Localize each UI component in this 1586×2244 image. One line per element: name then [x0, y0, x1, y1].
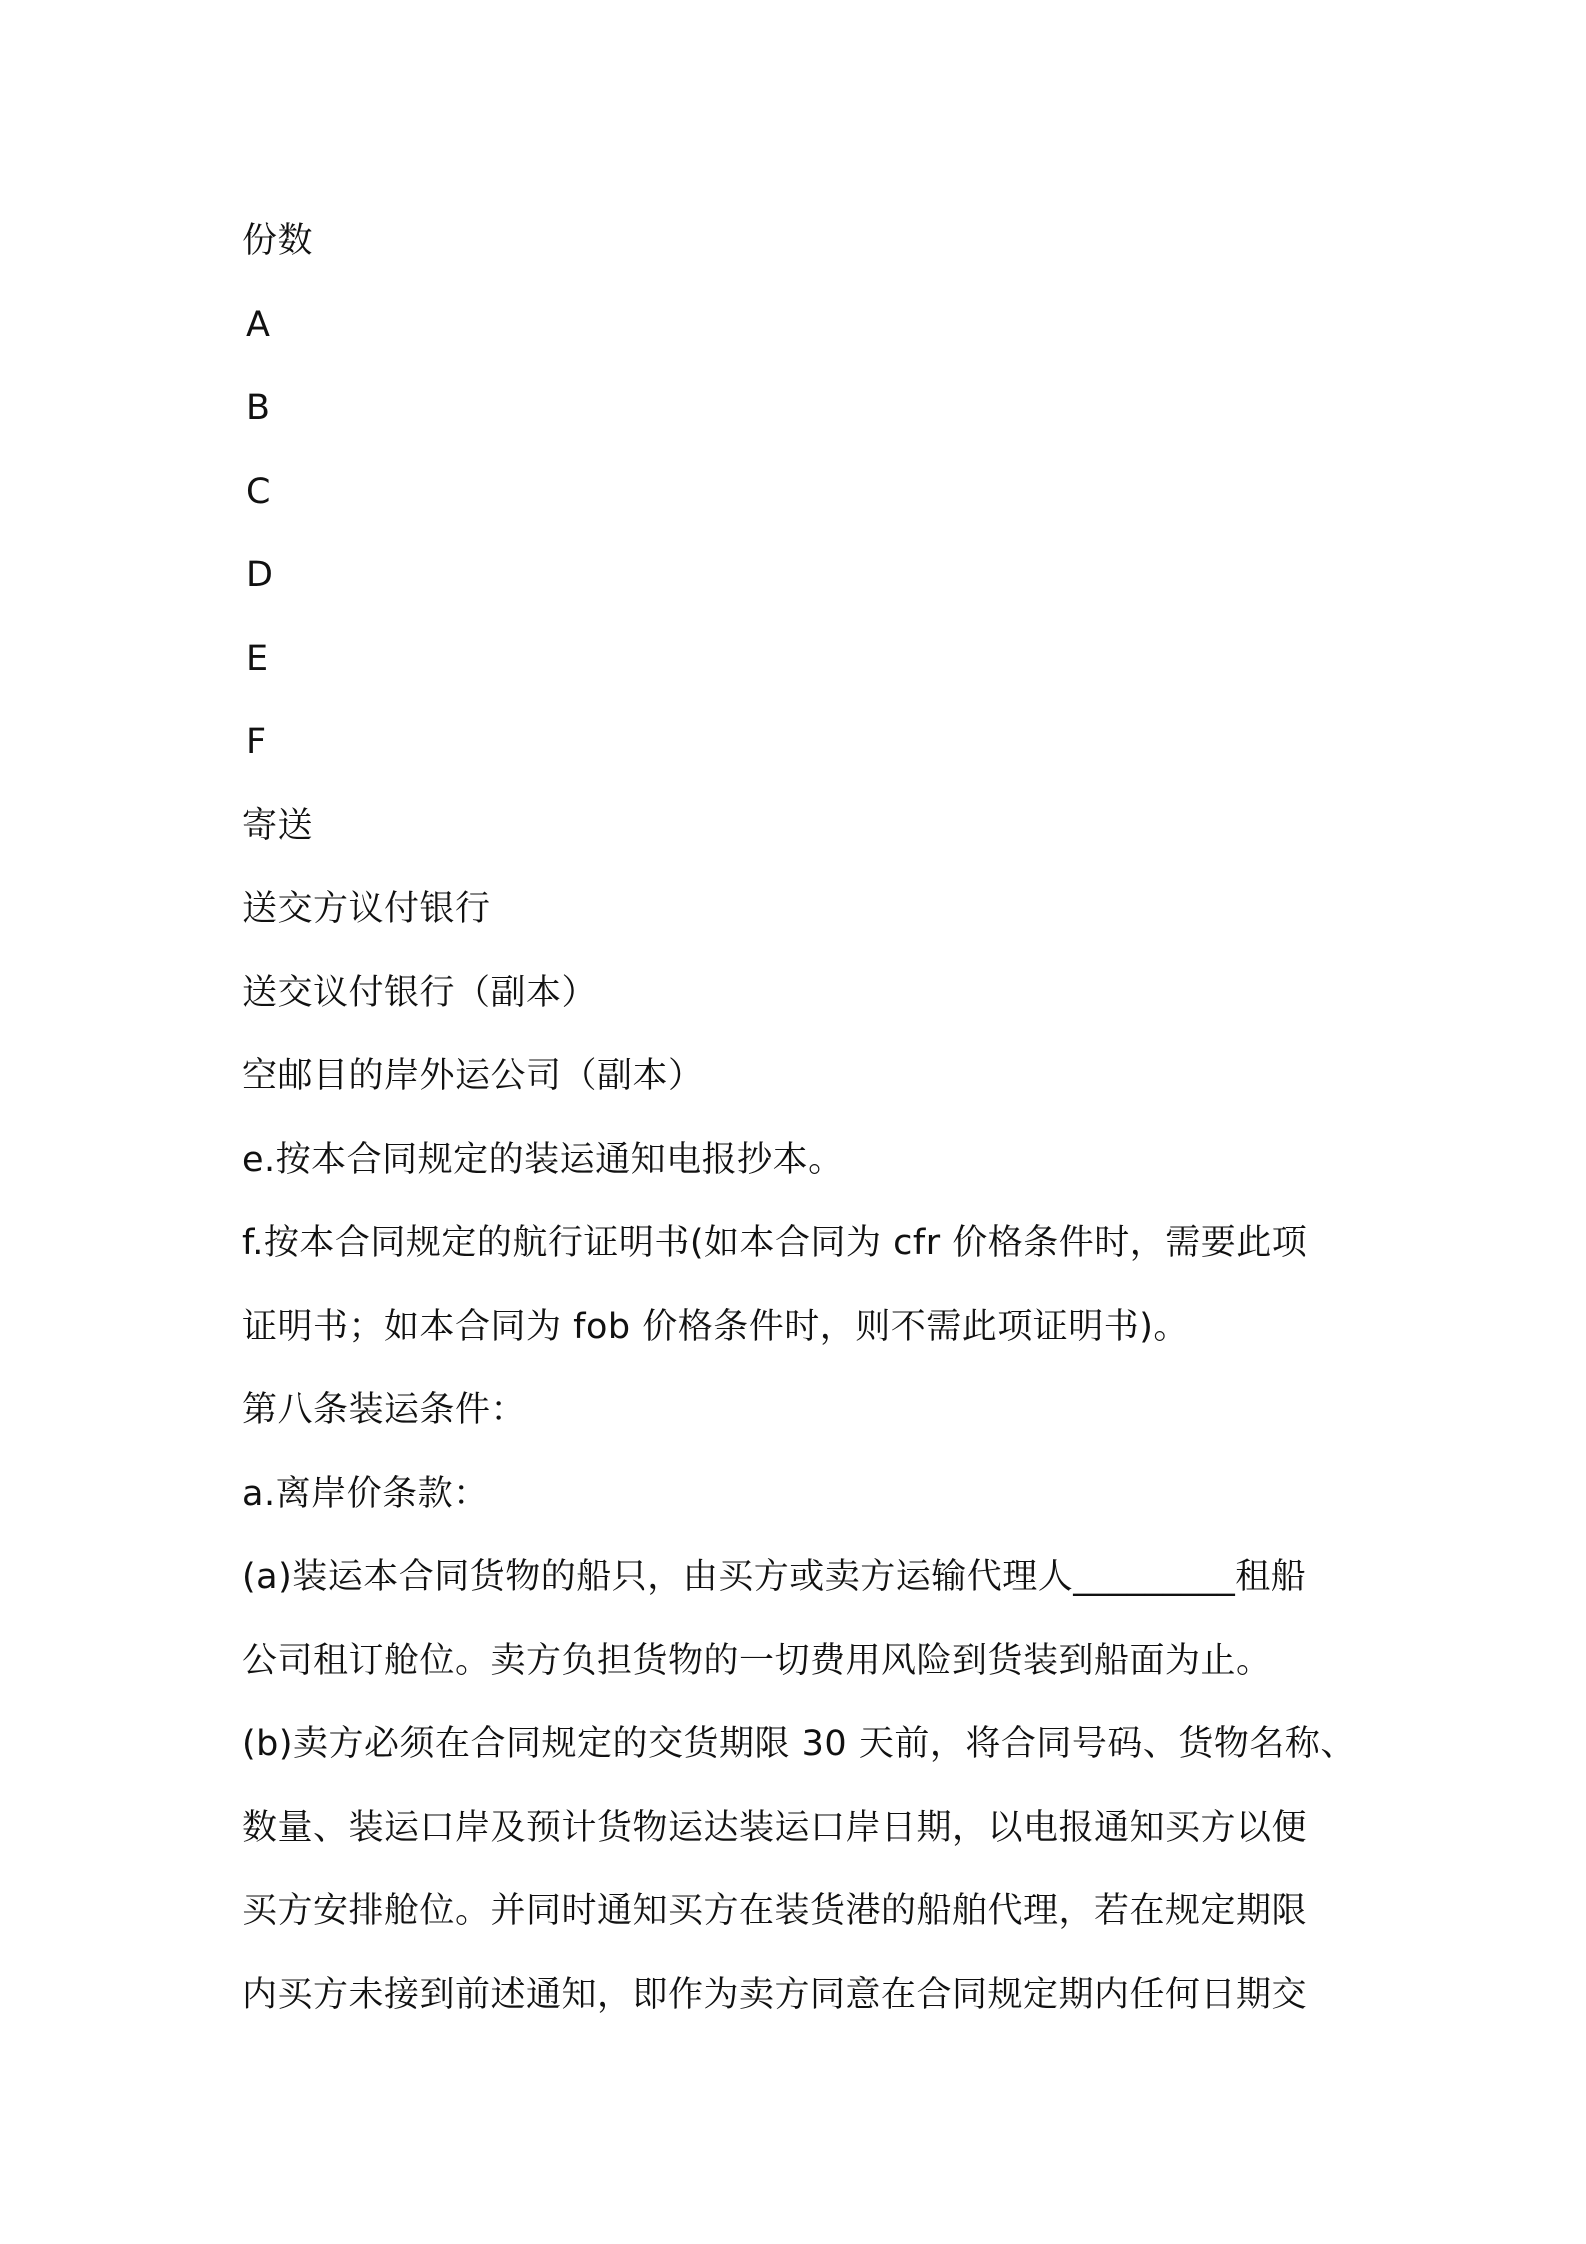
text-line-item-b: B — [246, 388, 271, 428]
text-line-item-e: E — [246, 638, 269, 679]
text-line-clause-f-1: f.按本合同规定的航行证明书(如本合同为 cfr 价格条件时，需要此项 — [242, 1223, 1308, 1263]
text-line-send-bank-copy: 送交议付银行（副本） — [242, 972, 598, 1013]
text-line-clause-b-1: (b)卖方必须在合同规定的交货期限 30 天前，将合同号码、货物名称、 — [242, 1724, 1356, 1764]
text-line-clause-a-2: 公司租订舱位。卖方负担货物的一切费用风险到货装到船面为止。 — [242, 1640, 1272, 1681]
text-line-item-a: A — [246, 304, 271, 345]
text-line-clause-b-4: 内买方未接到前述通知，即作为卖方同意在合同规定期内任何日期交 — [242, 1974, 1308, 2015]
document-body — [242, 200, 1362, 2037]
text-line-article-8-heading: 第八条装运条件： — [242, 1390, 527, 1430]
text-line-item-f: F — [246, 722, 267, 762]
text-line-fob-clause-heading: a.离岸价条款： — [242, 1473, 489, 1514]
text-line-item-c: C — [246, 471, 271, 512]
text-line-item-d: D — [246, 555, 274, 595]
text-line-clause-b-3: 买方安排舱位。并同时通知买方在装货港的船舶代理，若在规定期限 — [242, 1891, 1308, 1931]
text-line-clause-b-2: 数量、装运口岸及预计货物运达装运口岸日期，以电报通知买方以便 — [242, 1807, 1308, 1848]
text-line-copies-heading: 份数 — [242, 221, 314, 261]
text-line-airmail-copy: 空邮目的岸外运公司（副本） — [242, 1056, 704, 1096]
text-line-clause-e: e.按本合同规定的装运通知电报抄本。 — [242, 1139, 844, 1180]
text-line-send-bank: 送交方议付银行 — [242, 889, 491, 929]
text-line-clause-f-2: 证明书；如本合同为 fob 价格条件时，则不需此项证明书)。 — [242, 1306, 1189, 1347]
text-line-clause-a-1: (a)装运本合同货物的船只，由买方或卖方运输代理人_________租船 — [242, 1557, 1307, 1597]
text-line-send-heading: 寄送 — [242, 805, 314, 846]
